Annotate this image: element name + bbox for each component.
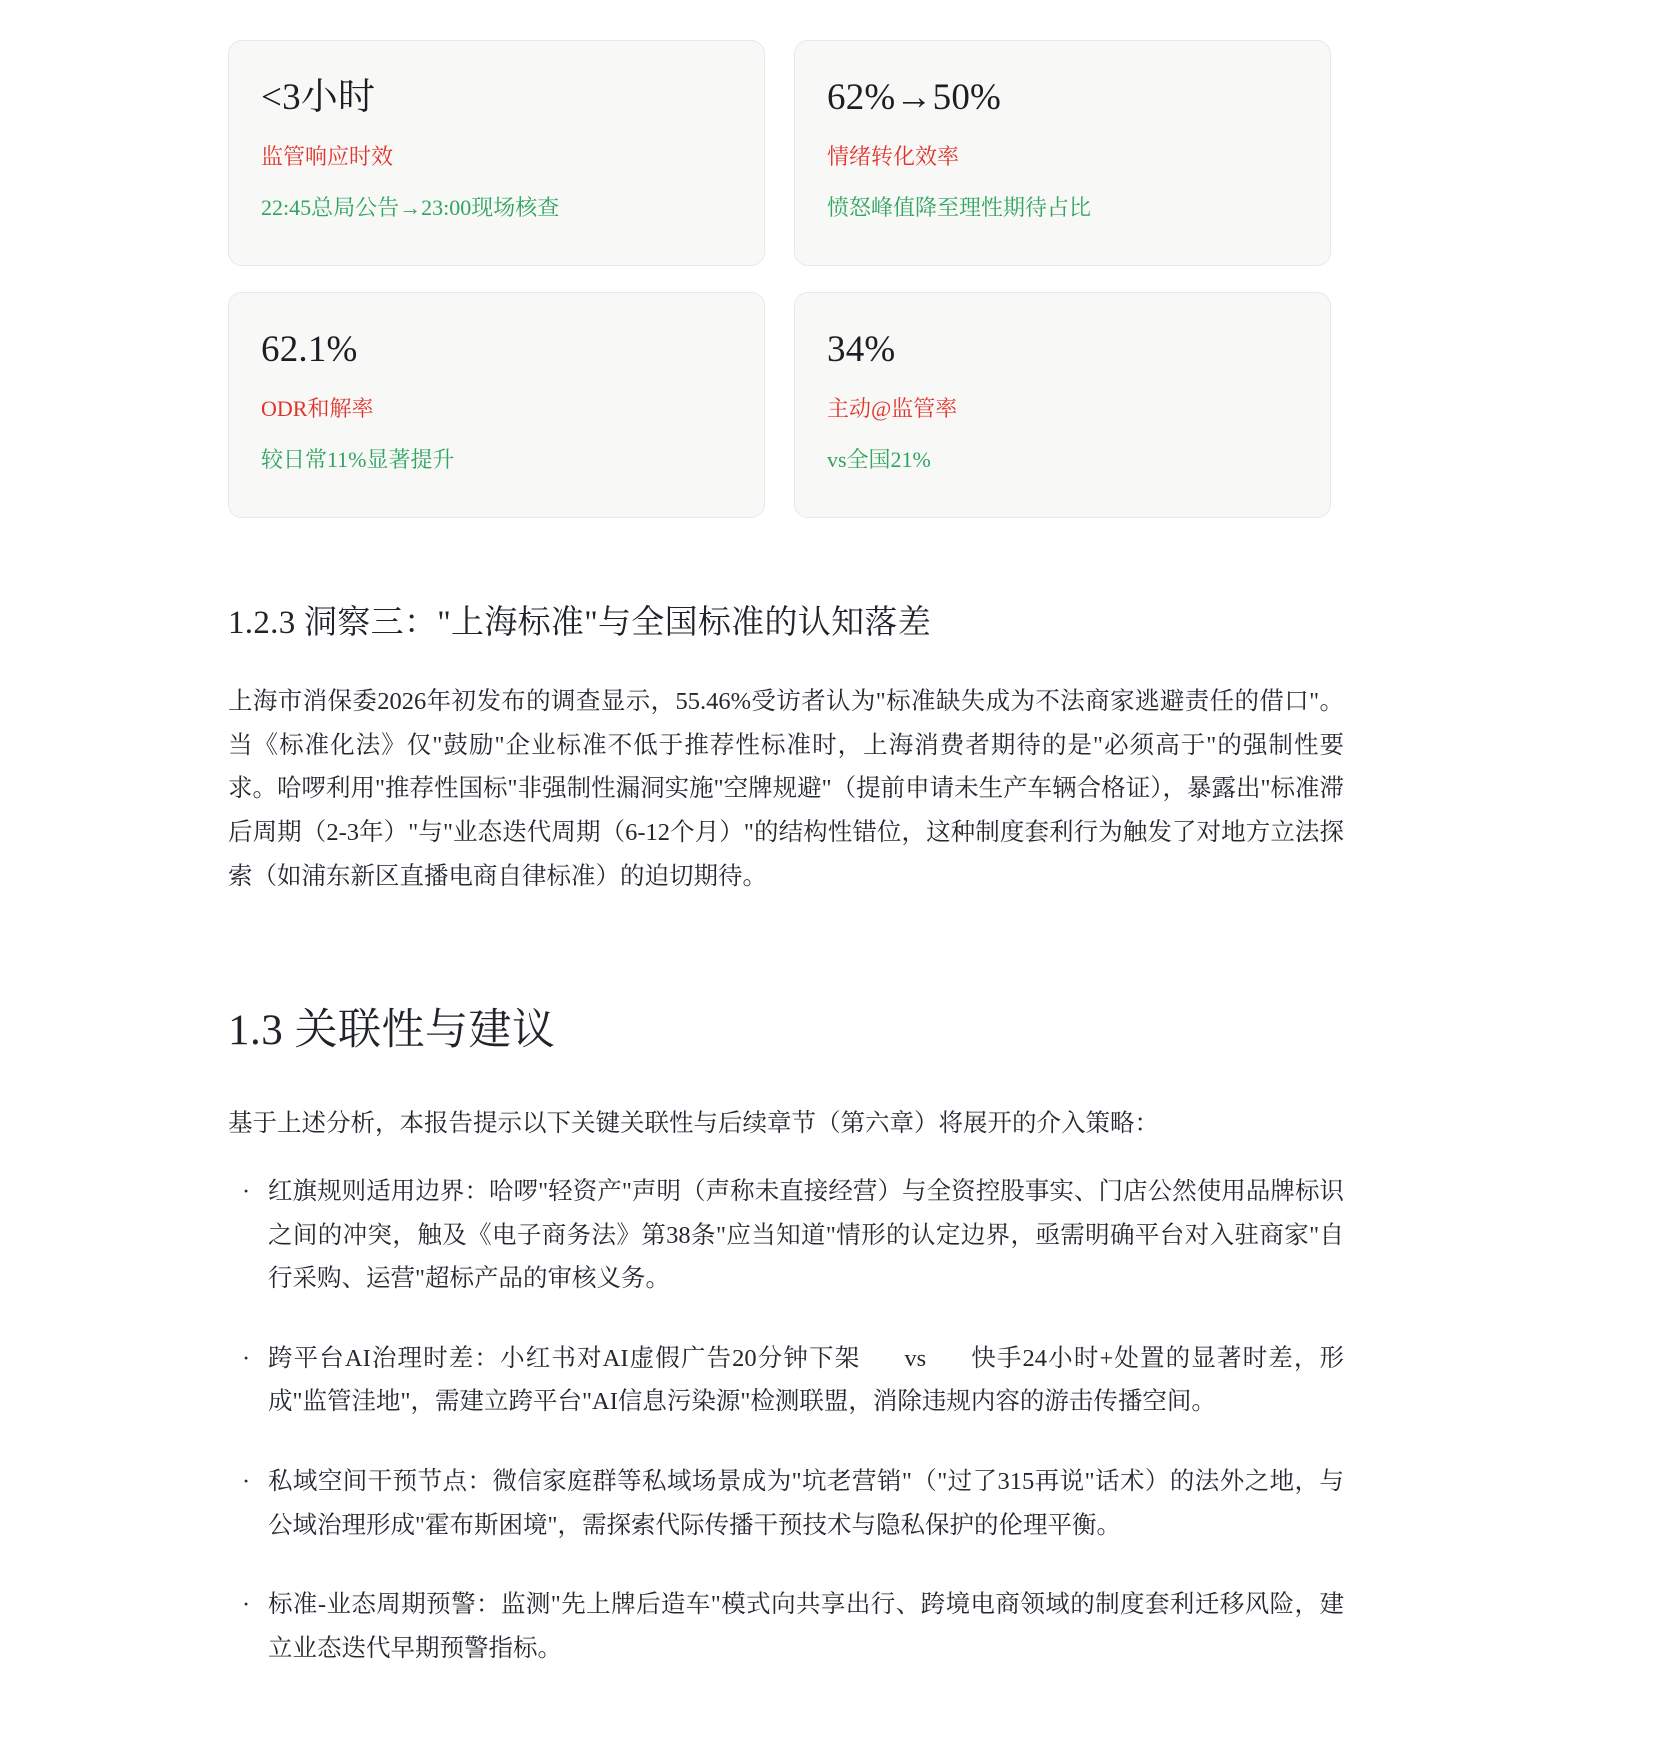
- stat-card: [228, 40, 765, 266]
- stat-value: 34%: [827, 329, 896, 370]
- stat-label: 情绪转化效率: [827, 143, 960, 169]
- list-item: [228, 1337, 1344, 1424]
- list-item-term: 红旗规则适用边界：: [268, 1177, 490, 1205]
- bullet-marker-icon: ·: [242, 1591, 251, 1619]
- list-item: [228, 1583, 1344, 1670]
- insight-heading: 1.2.3 洞察三："上海标准"与全国标准的认知落差: [228, 605, 931, 641]
- list-item-vs-token: vs: [904, 1344, 927, 1372]
- insight-paragraph: 上海市消保委2026年初发布的调查显示，55.46%受访者认为"标准缺失成为不法商家逃避责任的借口"。当《标准化法》仅"鼓励"企业标准不低于推荐性标准时，上海消费者期待的是"必须高于"的强制性要求。哈啰利用"推荐性国标"非强制性漏洞实施"空牌规避"（提前申请未生产车辆合格证），暴露出"标准滞后周期（2-3年）"与"业态迭代周期（6-12个月）"的结构性错位，这种制度套利行为触发了对地方立法探索（如浦东新区直播电商自律标准）的迫切期待。: [228, 688, 1344, 890]
- stat-card: [228, 292, 765, 518]
- stat-label: 监管响应时效: [261, 143, 394, 169]
- stat-note: 愤怒峰值降至理性期待占比: [827, 195, 1092, 221]
- list-item-text: 哈啰"轻资产"声明（声称未直接经营）与全资控股事实、门店公然使用品牌标识之间的冲突，触及《电子商务法》第38条"应当知道"情形的认定边界，亟需明确平台对入驻商家"自行采购、运营"超标产品的审核义务。: [268, 1177, 1345, 1293]
- stat-note: 较日常11%显著提升: [261, 447, 455, 473]
- recommendations-heading: 1.3 关联性与建议: [228, 1007, 556, 1055]
- stat-value: 62.1%: [261, 329, 358, 370]
- stat-value: 62%→50%: [827, 77, 1002, 118]
- list-item: [228, 1460, 1344, 1547]
- list-item-term: 私域空间干预节点：: [268, 1467, 493, 1495]
- list-item-text: 微信家庭群等私域场景成为"坑老营销"（"过了315再说"话术）的法外之地，与公域治理形成"霍布斯困境"，需探索代际传播干预技术与隐私保护的伦理平衡。: [268, 1467, 1344, 1539]
- document-body: [0, 600, 1654, 1750]
- stat-value: <3小时: [261, 77, 376, 118]
- stat-card-grid: [0, 0, 1654, 518]
- list-item-text-after: 快手24小时+处置的显著时差，形成"监管洼地"，需建立跨平台"AI信息污染源"检测联盟，消除违规内容的游击传播空间。: [268, 1344, 1344, 1416]
- stat-label: 主动@监管率: [827, 395, 958, 421]
- bullet-marker-icon: ·: [242, 1177, 251, 1205]
- list-item-term: 跨平台AI治理时差：: [268, 1344, 501, 1372]
- bullet-marker-icon: ·: [242, 1467, 251, 1495]
- stat-note: 22:45总局公告→23:00现场核查: [261, 195, 560, 221]
- bottom-spacer: [228, 1670, 1344, 1750]
- stat-card: [794, 40, 1331, 266]
- recommendations-intro: 基于上述分析，本报告提示以下关键关联性与后续章节（第六章）将展开的介入策略：: [228, 1110, 1159, 1138]
- list-item-text: 监测"先上牌后造车"模式向共享出行、跨境电商领域的制度套利迁移风险，建立业态迭代早期预警指标。: [268, 1591, 1344, 1662]
- stat-note: vs全国21%: [827, 447, 931, 473]
- list-item-text-before: 小红书对AI虚假广告20分钟下架: [500, 1344, 861, 1372]
- bullet-marker-icon: ·: [242, 1344, 251, 1372]
- recommendations-list: [228, 1170, 1344, 1670]
- list-item-term: 标准-业态周期预警：: [268, 1591, 501, 1619]
- stat-card: [794, 292, 1331, 518]
- list-item: [228, 1170, 1344, 1301]
- stat-label: ODR和解率: [261, 395, 374, 421]
